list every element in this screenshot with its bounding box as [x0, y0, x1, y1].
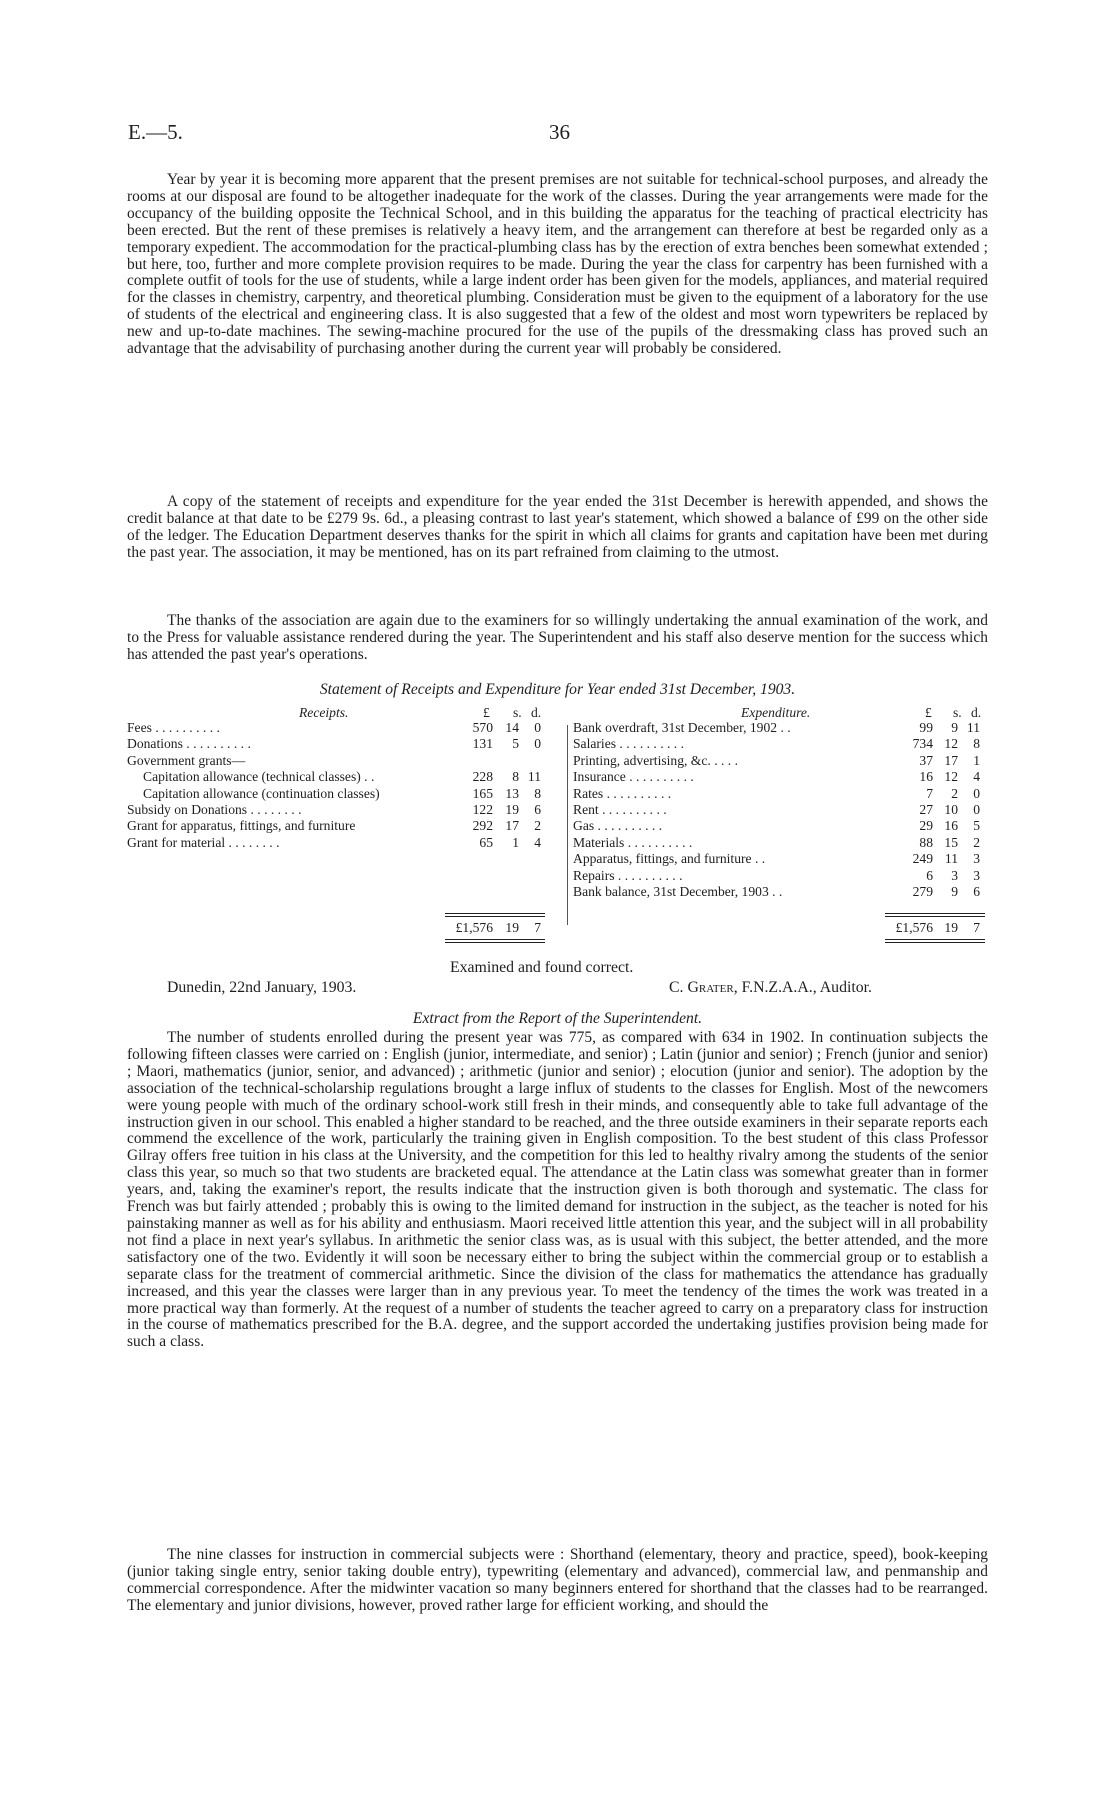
receipt-pence: 0 [534, 720, 541, 735]
receipt-label: Fees . . . . . . . . . . [127, 720, 220, 735]
expenditure-row [573, 769, 988, 785]
expenditure-label: Rent . . . . . . . . . . [573, 801, 667, 817]
expenditure-pence: 11 [966, 720, 980, 735]
receipt-pounds: 292 [472, 818, 493, 834]
expenditure-total-pounds: £1,576 [895, 920, 933, 935]
expenditure-pounds: 734 [912, 736, 933, 752]
receipt-pounds: 131 [472, 736, 493, 752]
receipt-row [127, 786, 563, 802]
receipts-column [127, 705, 563, 945]
receipt-label: Subsidy on Donations . . . . . . . . [127, 801, 302, 817]
examined-note: Examined and found correct. [450, 959, 634, 976]
expenditure-pence: 0 [973, 785, 980, 801]
pounds-heading: £ [483, 705, 490, 720]
statement-column-divider [567, 725, 568, 925]
expenditure-pence: 5 [973, 818, 980, 834]
expenditure-pounds: 99 [919, 720, 933, 735]
expenditure-label: Gas . . . . . . . . . . [573, 818, 663, 834]
paper-reference: E.—5. [128, 120, 183, 144]
receipts-total-shillings: 19 [505, 920, 519, 935]
expenditure-label: Printing, advertising, &c. . . . . [573, 752, 738, 768]
page-number: 36 [549, 120, 570, 144]
expenditure-row [573, 736, 988, 752]
receipt-shillings: 13 [505, 785, 519, 801]
extract-title: Extract from the Report of the Superintendent. [412, 1010, 703, 1027]
expenditure-label: Bank overdraft, 31st December, 1902 . . [573, 720, 791, 735]
expenditure-label: Salaries . . . . . . . . . . [573, 736, 685, 752]
expenditure-shillings: 3 [951, 867, 958, 883]
expenditure-shillings: 12 [944, 769, 958, 785]
receipt-row [127, 818, 563, 834]
expenditure-total-pence: 7 [973, 920, 980, 935]
expenditure-label: Insurance . . . . . . . . . . [573, 769, 694, 785]
auditor-signature [669, 979, 872, 997]
expenditure-pounds: 249 [912, 851, 933, 867]
receipt-pence: 8 [534, 785, 541, 801]
expenditure-label: Repairs . . . . . . . . . . [573, 867, 683, 883]
receipts-total-upper-rule [445, 913, 545, 917]
receipt-row [127, 720, 563, 736]
receipt-label: Capitation allowance (continuation classes) [143, 785, 380, 801]
expenditure-row [573, 720, 988, 736]
expenditure-row [573, 851, 988, 867]
receipt-shillings: 5 [512, 736, 519, 752]
paragraph-premises: Year by year it is becoming more apparent that the present premises are not suitable for technical-school purposes, and already the rooms at our disposal are found to be altogether inadequate for the work of the classes. During the year arrangements were made for the occupancy of the building opposite the Technical School, and in this building the apparatus for the teaching of practical electricity has been erected. But the rent of these premises is relatively a heavy item, and the arrangement can therefore at best be regarded only as a temporary expedient. The accommodation for the practical-plumbing class has by the erection of extra benches been somewhat extended ; but here, too, further and more complete provision requires to be made. During the year the class for carpentry has been furnished with a complete outfit of tools for the use of students, while a large indent order has been given for the models, appliances, and material required for the classes in chemistry, carpentry, and theoretical plumbing. Consideration must be given to the equipment of a laboratory for the use of students of the electrical and engineering class. It is also suggested that a few of the oldest and most worn typewriters be replaced by new and up-to-date machines. The sewing-machine procured for the use of the pupils of the dressmaking class has proved such an advantage that the advisability of purchasing another during the current year will probably be considered. [127, 171, 988, 358]
expenditure-shillings: 9 [951, 720, 958, 735]
expenditure-shillings: 17 [944, 752, 958, 768]
expenditure-shillings: 12 [944, 736, 958, 752]
pounds-heading: £ [925, 705, 932, 720]
expenditure-pence: 8 [973, 736, 980, 752]
receipt-pounds: 65 [479, 834, 493, 850]
receipts-total-pence: 7 [534, 920, 541, 935]
expenditure-row [573, 835, 988, 851]
expenditure-pence: 3 [973, 867, 980, 883]
receipt-row [127, 835, 563, 851]
expenditure-shillings: 15 [944, 834, 958, 850]
page-header [128, 120, 988, 150]
expenditure-row [573, 753, 988, 769]
receipt-row [127, 802, 563, 818]
expenditure-pence: 1 [973, 752, 980, 768]
paragraph-enrolment: The number of students enrolled during the present year was 775, as compared with 634 in 1902. In continuation subjects the following fifteen classes were carried on : English (junior, intermediate, and senior) ; Latin (junior and senior) ; French (junior and senior) ; Maori, mathematics (junior, senior, and advanced) ; arithmetic (junior and senior) ; elocution (junior and senior). The adoption by the association of the technical-scholarship regulations brought a large influx of students to the classes for English. Most of the newcomers were young people with much of the ordinary school-work still fresh in their minds, and consequently able to take full advantage of the instruction given in our school. This enabled a higher standard to be reached, and the three outside examiners in their separate reports each commend the excellence of the work, particularly the training given in English composition. To the best student of this class Professor Gilray offers free tuition in his class at the University, and the competition for this led to healthy rivalry among the students of the senior class this year, so much so that two students are bracketed equal. The attendance at the Latin class was somewhat greater than in former years, and, taking the examiner's report, the results indicate that the instruction given is both thorough and systematic. The class for French was but fairly attended ; probably this is owing to the limited demand for instruction in the subject, as the teacher is noted for his painstaking manner as well as for his ability and enthusiasm. Maori received little attention this year, and the subject will in all probability not find a place in next year's syllabus. In arithmetic the senior class was, as is usual with this subject, the better attended, and the more satisfactory one of the two. Evidently it will soon be necessary either to bring the subject within the commercial group or to establish a separate class for the treatment of commercial arithmetic. Since the division of the class for mathematics the attendance has gradually increased, and this year the classes were larger than in any previous year. To meet the tendency of the times the work was treated in a more practical way than formerly. At the request of a number of students the teacher agreed to carry on a preparatory class for instruction in the course of mathematics prescribed for the B.A. degree, and the support accorded the undertaking justifies provision being made for such a class. [127, 1029, 988, 1351]
receipt-label: Grant for apparatus, fittings, and furniture [127, 818, 356, 834]
receipt-shillings: 19 [505, 801, 519, 817]
pence-heading: d. [531, 705, 542, 720]
receipt-row [127, 753, 563, 769]
expenditure-pounds: 29 [919, 818, 933, 834]
receipt-label: Government grants— [127, 752, 246, 768]
receipt-label: Capitation allowance (technical classes) . . [143, 769, 375, 785]
expenditure-pounds: 88 [919, 834, 933, 850]
receipt-pounds: 165 [472, 785, 493, 801]
paragraph-statement-intro: A copy of the statement of receipts and expenditure for the year ended the 31st December is herewith appended, and shows the credit balance at that date to be £279 9s. 6d., a pleasing contrast to last year's statement, which showed a balance of £99 on the other side of the ledger. The Education Department deserves thanks for the spirit in which all claims for grants and capitation have been met during the past year. The association, it may be mentioned, has on its part refrained from claiming to the utmost. [127, 493, 988, 561]
expenditure-shillings: 16 [944, 818, 958, 834]
expenditure-shillings: 11 [944, 851, 958, 867]
receipts-heading: Receipts. [299, 705, 349, 720]
statement-table [127, 705, 988, 945]
paragraph-thanks: The thanks of the association are again due to the examiners for so willingly undertaking the annual examination of the work, and to the Press for valuable assistance rendered during the year. The Superintendent and his staff also deserve mention for the success which has attended the past year's operations. [127, 612, 988, 663]
expenditure-total-row [573, 919, 988, 937]
expenditure-pounds: 27 [919, 801, 933, 817]
expenditure-pence: 3 [973, 851, 980, 867]
expenditure-row [573, 786, 988, 802]
auditor-name: Grater [687, 979, 734, 996]
receipt-label: Donations . . . . . . . . . . [127, 736, 251, 752]
receipts-total-row [127, 919, 563, 937]
receipt-shillings: 14 [505, 720, 519, 735]
expenditure-pounds: 37 [919, 752, 933, 768]
place-and-date: Dunedin, 22nd January, 1903. [167, 979, 357, 996]
expenditure-pence: 0 [973, 801, 980, 817]
expenditure-label: Apparatus, fittings, and furniture . . [573, 851, 766, 867]
receipt-shillings: 1 [512, 834, 519, 850]
expenditure-shillings: 2 [951, 785, 958, 801]
expenditure-pence: 2 [973, 834, 980, 850]
expenditure-pounds: 279 [912, 883, 933, 899]
receipt-pounds: 228 [472, 769, 493, 785]
shillings-heading: s. [513, 705, 522, 720]
receipt-pence: 2 [534, 818, 541, 834]
expenditure-pounds: 7 [926, 785, 933, 801]
statement-title: Statement of Receipts and Expenditure for Year ended 31st December, 1903. [319, 681, 796, 698]
expenditure-pence: 4 [973, 769, 980, 785]
receipt-shillings: 17 [505, 818, 519, 834]
receipts-total-pounds: £1,576 [455, 920, 493, 935]
expenditure-row [573, 884, 988, 900]
expenditure-total-lower-rule [885, 939, 985, 943]
expenditure-column [573, 705, 988, 945]
expenditure-total-shillings: 19 [944, 920, 958, 935]
receipts-total-lower-rule [445, 939, 545, 943]
receipt-pence: 6 [534, 801, 541, 817]
expenditure-pounds: 6 [926, 867, 933, 883]
receipt-pence: 4 [534, 834, 541, 850]
auditor-initial: C. [669, 979, 684, 996]
expenditure-row [573, 802, 988, 818]
expenditure-heading: Expenditure. [741, 705, 811, 720]
expenditure-label: Materials . . . . . . . . . . [573, 834, 693, 850]
expenditure-label: Bank balance, 31st December, 1903 . . [573, 883, 783, 899]
expenditure-header-row [573, 705, 988, 720]
receipt-pence: 0 [534, 736, 541, 752]
expenditure-pounds: 16 [919, 769, 933, 785]
paragraph-commercial-classes: The nine classes for instruction in commercial subjects were : Shorthand (elementary, theory and practice, speed), book-keeping (junior taking single entry, senior taking double entry), typewriting (elementary and advanced), commercial law, and penmanship and commercial correspondence. After the midwinter vacation so many beginners entered for shorthand that the classes had to be rearranged. The elementary and junior divisions, however, proved rather large for efficient working, and should the [127, 1546, 988, 1614]
pence-heading: d. [971, 705, 982, 720]
receipt-pounds: 570 [472, 720, 493, 735]
expenditure-shillings: 9 [951, 883, 958, 899]
expenditure-pence: 6 [973, 883, 980, 899]
receipt-shillings: 8 [512, 769, 519, 785]
receipt-pounds: 122 [472, 801, 493, 817]
receipts-header-row [127, 705, 563, 720]
expenditure-row [573, 868, 988, 884]
receipt-label: Grant for material . . . . . . . . [127, 834, 280, 850]
expenditure-shillings: 10 [944, 801, 958, 817]
auditor-suffix: , F.N.Z.A.A., Auditor. [733, 979, 872, 996]
shillings-heading: s. [953, 705, 962, 720]
receipt-row [127, 736, 563, 752]
expenditure-total-upper-rule [885, 913, 985, 917]
expenditure-row [573, 818, 988, 834]
expenditure-label: Rates . . . . . . . . . . [573, 785, 672, 801]
receipt-pence: 11 [527, 769, 541, 785]
receipt-row [127, 769, 563, 785]
